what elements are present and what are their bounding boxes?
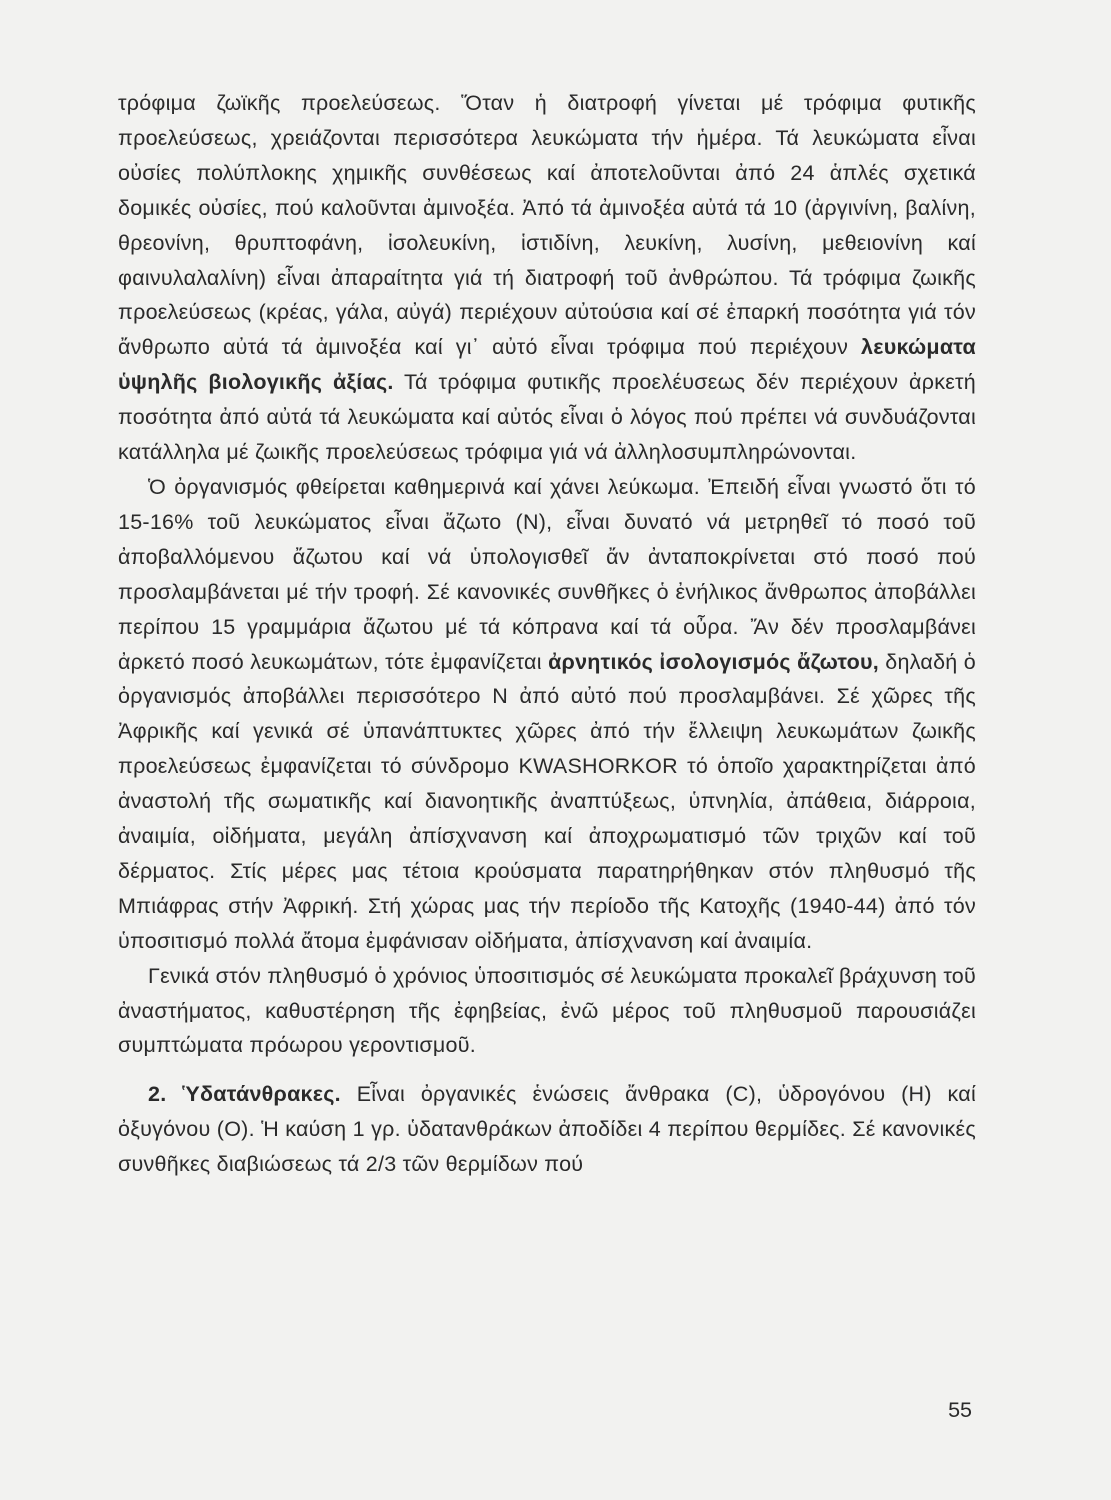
- text-segment: Εἶναι ὀργανικές ἑνώσεις ἄνθρακα (C), ὑδρογόνου (Η) καί ὀξυγόνου (Ο). Ἡ καύση 1 γρ. ὑδατανθράκων ἀποδίδει 4 περίπου θερμίδες. Σέ κανονικές συνθῆκες διαβιώσεως τά 2/3 τῶν θερμίδων πού: [118, 1082, 976, 1177]
- body-text: [118, 86, 976, 1182]
- page-number: 55: [948, 1398, 972, 1422]
- section-heading-carbohydrates: 2. Ὑδατάνθρακες.: [148, 1082, 341, 1107]
- text-segment: Ὁ ὀργανισμός φθείρεται καθημερινά καί χάνει λεύκωμα. Ἐπειδή εἶναι γνωστό ὅτι τό 15-16% τοῦ λευκώματος εἶναι ἄζωτο (Ν), εἶναι δυνατό νά μετρηθεῖ τό ποσό τοῦ ἀποβαλλόμενου ἄζωτου καί νά ὑπολογισθεῖ ἄν ἀνταποκρίνεται στό ποσό πού προσλαμβάνεται μέ τήν τροφή. Σέ κανονικές συνθῆκες ὁ ἐνήλικος ἄνθρωπος ἀποβάλλει περίπου 15 γραμμάρια ἄζωτου μέ τά κόπρανα καί τά οὖρα. Ἄν δέν προσλαμβάνει ἀρκετό ποσό λευκωμάτων, τότε ἐμφανίζεται: [118, 474, 976, 674]
- text-segment: Γενικά στόν πληθυσμό ὁ χρόνιος ὑποσιτισμός σέ λευκώματα προκαλεῖ βράχυνση τοῦ ἀναστήματος, καθυστέρηση τῆς ἐφηβείας, ἐνῶ μέρος τοῦ πληθυσμοῦ παρουσιάζει συμπτώματα πρόωρου γεροντισμοῦ.: [118, 963, 976, 1058]
- paragraph-3: [118, 959, 976, 1064]
- text-segment: τρόφιμα ζωϊκῆς προελεύσεως. Ὅταν ἡ διατροφή γίνεται μέ τρόφιμα φυτικῆς προελεύσεως, χρειάζονται περισσότερα λευκώματα τήν ἡμέρα. Τά λευκώματα εἶναι οὐσίες πολύπλοκης χημικῆς συνθέσεως καί ἀποτελοῦνται ἀπό 24 ἁπλές σχετικά δομικές οὐσίες, πού καλοῦνται ἀμινοξέα. Ἀπό τά ἀμινοξέα αὐτά τά 10 (ἀργινίνη, βαλίνη, θρεονίνη, θρυπτοφάνη, ἰσολευκίνη, ἱστιδίνη, λευκίνη, λυσίνη, μεθειονίνη καί φαινυλαλαλίνη) εἶναι ἀπαραίτητα γιά τή διατροφή τοῦ ἀνθρώπου. Τά τρόφιμα ζωικῆς προελεύσεως (κρέας, γάλα, αὐγά) περιέχουν αὐτούσια καί σέ ἐπαρκή ποσότητα γιά τόν ἄνθρωπο αὐτά τά ἀμινοξέα καί γι᾽ αὐτό εἶναι τρόφιμα πού περιέχουν: [118, 91, 976, 360]
- bold-term-negative-nitrogen-balance: ἀρνητικός ἰσολογισμός ἄζωτου,: [548, 649, 879, 674]
- bold-term-high-biological-value: λευκώματα ὑψηλῆς βιολογικῆς ἀξίας.: [118, 335, 976, 395]
- text-segment: Τά τρόφιμα φυτικῆς προελέυσεως δέν περιέχουν ἀρκετή ποσότητα ἀπό αὐτά τά λευκώματα καί αὐτός εἶναι ὁ λόγος πού πρέπει νά συνδυάζονται κατάλληλα μέ ζωικῆς προελεύσεως τρόφιμα γιά νά ἀλληλοσυμπληρώνονται.: [118, 370, 976, 465]
- paragraph-1: [118, 86, 976, 470]
- paragraph-4: [118, 1077, 976, 1182]
- paragraph-2: [118, 470, 976, 959]
- text-segment: δηλαδή ὁ ὀργανισμός ἀποβάλλει περισσότερο Ν ἀπό αὐτό πού προσλαμβάνει. Σέ χῶρες τῆς Ἀφρικῆς καί γενικά σέ ὑπανάπτυκτες χῶρες ἀπό τήν ἔλλειψη λευκωμάτων ζωικῆς προελεύσεως ἐμφανίζεται τό σύνδρομο KWASHORKOR τό ὁποῖο χαρακτηρίζεται ἀπό ἀναστολή τῆς σωματικῆς καί διανοητικῆς ἀναπτύξεως, ὑπνηλία, ἀπάθεια, διάρροια, ἀναιμία, οἰδήματα, μεγάλη ἀπίσχνανση καί ἀποχρωματισμό τῶν τριχῶν καί τοῦ δέρματος. Στίς μέρες μας τέτοια κρούσματα παρατηρήθηκαν στόν πληθυσμό τῆς Μπιάφρας στήν Ἀφρική. Στή χώρας μας τήν περίοδο τῆς Κατοχῆς (1940-44) ἀπό τόν ὑποσιτισμό πολλά ἄτομα ἐμφάνισαν οἰδήματα, ἀπίσχνανση καί ἀναιμία.: [118, 649, 976, 953]
